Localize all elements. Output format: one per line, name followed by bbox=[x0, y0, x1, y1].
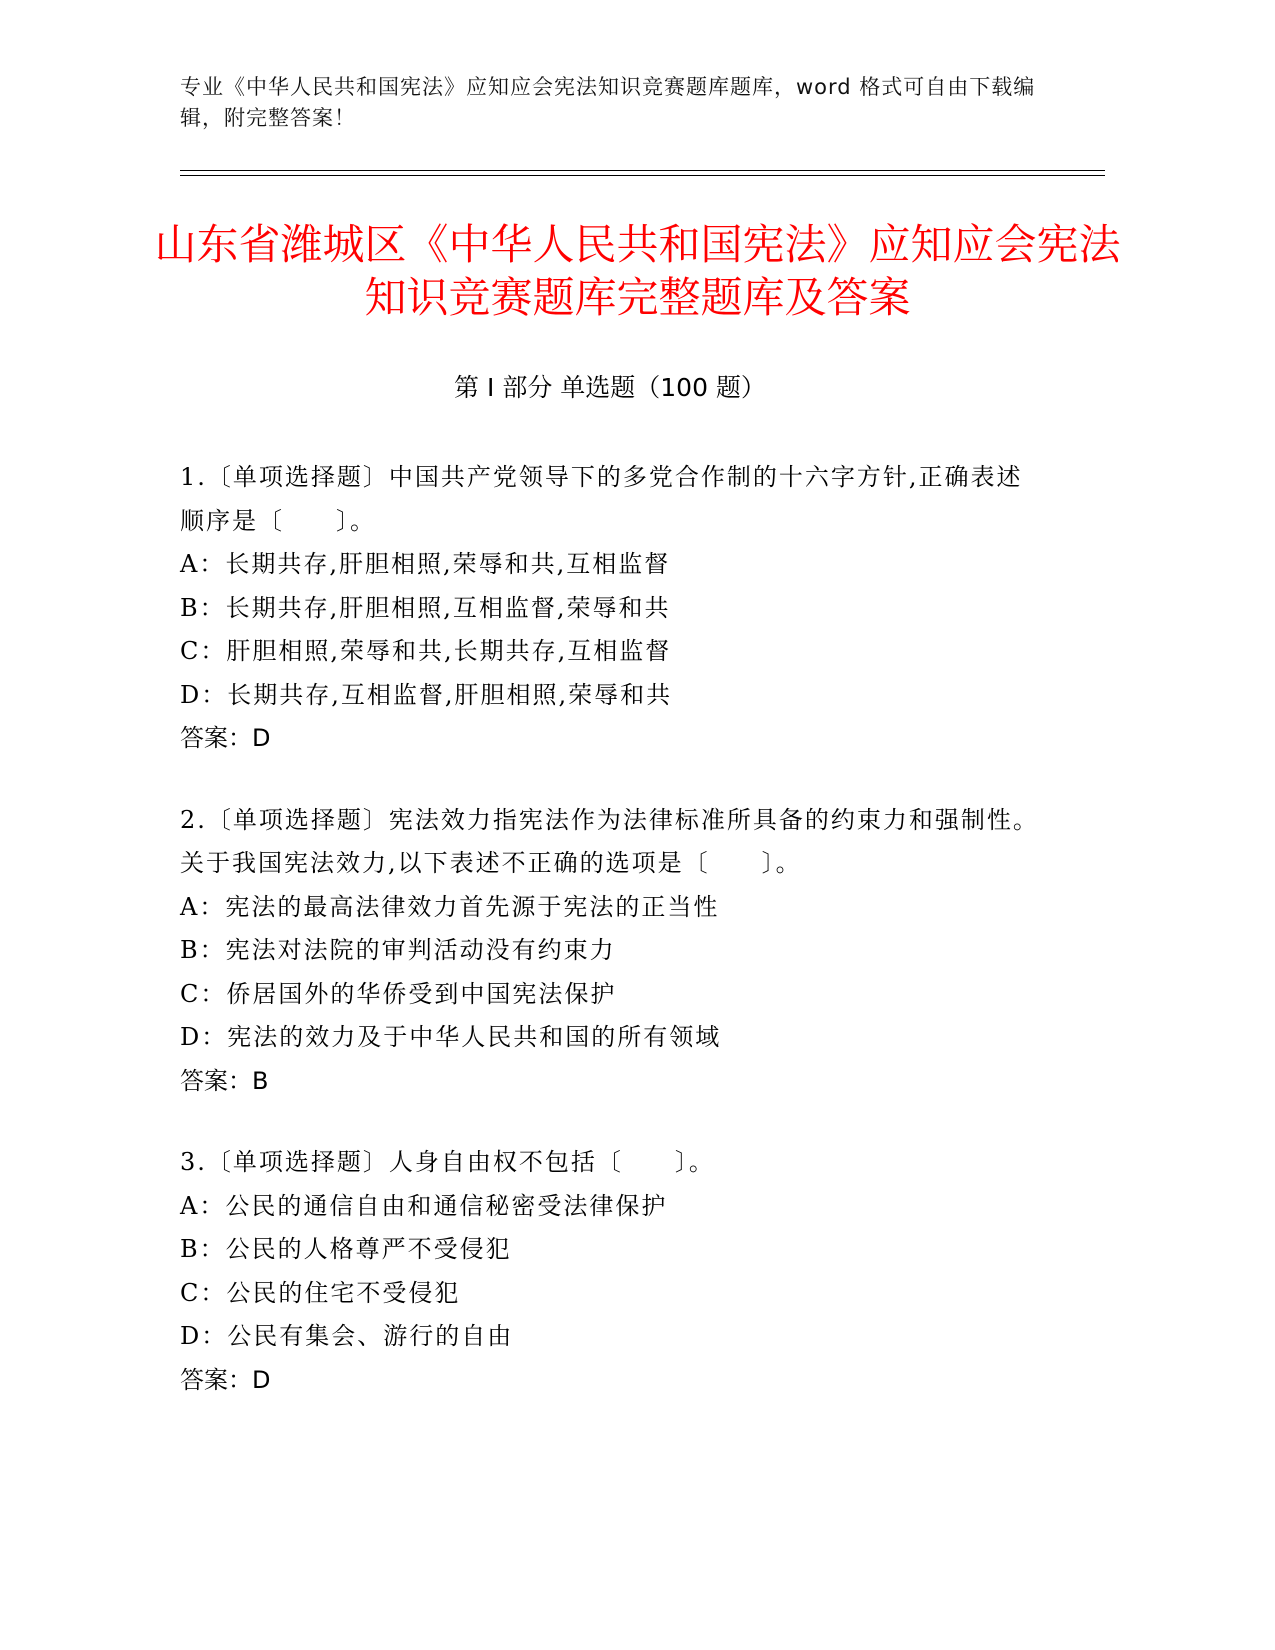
question-item bbox=[180, 1141, 1040, 1402]
section-heading: 第 I 部分 单选题（100 题） bbox=[454, 373, 766, 402]
question-text: 1.〔单项选择题〕中国共产党领导下的多党合作制的十六字方针,正确表述顺序是〔 〕。 bbox=[180, 463, 1023, 535]
question-text: 3.〔单项选择题〕人身自由权不包括〔 〕。 bbox=[180, 1148, 715, 1176]
option-d: D：长期共存,互相监督,肝胆相照,荣辱和共 bbox=[180, 680, 673, 709]
question-item bbox=[180, 799, 1040, 1104]
option-a: A：宪法的最高法律效力首先源于宪法的正当性 bbox=[180, 892, 720, 921]
option-c: C：侨居国外的华侨受到中国宪法保护 bbox=[180, 979, 617, 1008]
answer: 答案：B bbox=[180, 1066, 269, 1095]
option-b: B：公民的人格尊严不受侵犯 bbox=[180, 1235, 512, 1263]
option-b: B：长期共存,肝胆相照,互相监督,荣辱和共 bbox=[180, 593, 671, 622]
intro-text: 专业《中华人民共和国宪法》应知应会宪法知识竞赛题库题库，word 格式可自由下载编辑，附完整答案！ bbox=[180, 75, 1036, 130]
answer: 答案：D bbox=[180, 724, 271, 752]
option-c: C：公民的住宅不受侵犯 bbox=[180, 1278, 461, 1307]
option-a: A：公民的通信自由和通信秘密受法律保护 bbox=[180, 1191, 668, 1220]
document-title: 山东省潍城区《中华人民共和国宪法》应知应会宪法知识竞赛题库完整题库及答案 bbox=[154, 220, 1121, 322]
option-a: A：长期共存,肝胆相照,荣辱和共,互相监督 bbox=[180, 550, 671, 578]
header-divider-top bbox=[180, 170, 1105, 171]
answer: 答案：D bbox=[180, 1365, 271, 1394]
option-d: D：公民有集会、游行的自由 bbox=[180, 1322, 514, 1350]
question-text: 2.〔单项选择题〕宪法效力指宪法作为法律标准所具备的约束力和强制性。关于我国宪法效力,以下表述不正确的选项是〔 〕。 bbox=[180, 805, 1039, 877]
option-d: D：宪法的效力及于中华人民共和国的所有领域 bbox=[180, 1023, 722, 1051]
option-b: B：宪法对法院的审判活动没有约束力 bbox=[180, 936, 616, 964]
question-item bbox=[180, 456, 1040, 761]
option-c: C：肝胆相照,荣辱和共,长期共存,互相监督 bbox=[180, 637, 672, 665]
header-divider-bottom bbox=[180, 175, 1105, 176]
question-list bbox=[180, 456, 1040, 1440]
